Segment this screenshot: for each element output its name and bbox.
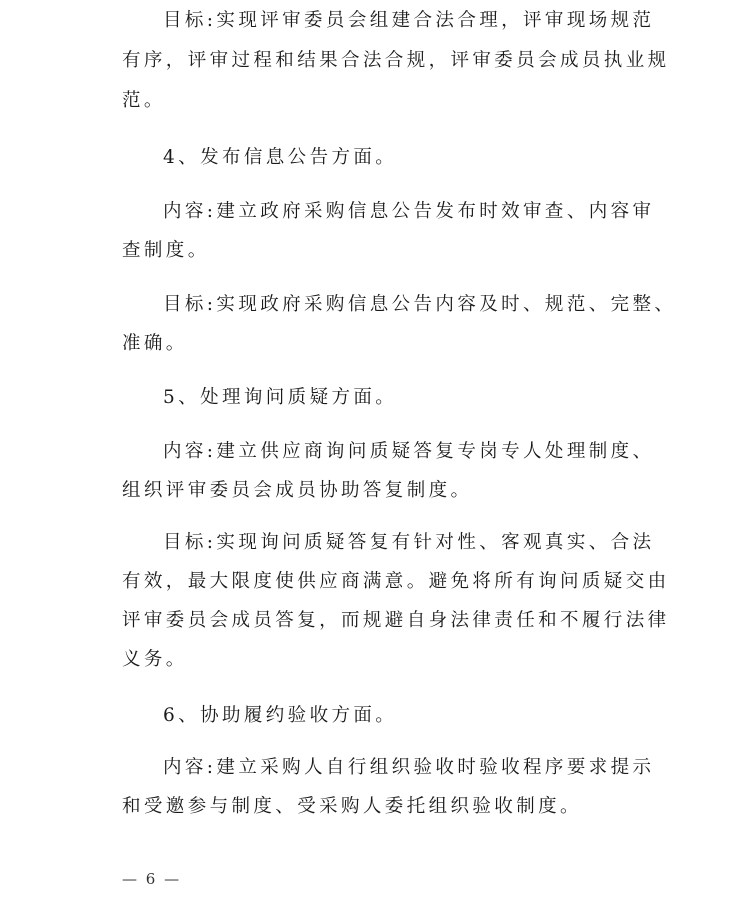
section-heading: 5、处理询问质疑方面。 [163, 387, 398, 408]
text-line: 有序，评审过程和结果合法合规，评审委员会成员执业规 [122, 50, 670, 71]
text-line: 内容:建立政府采购信息公告发布时效审查、内容审 [163, 201, 655, 222]
text-line: 内容:建立采购人自行组织验收时验收程序要求提示 [163, 757, 655, 778]
section-heading: 6、协助履约验收方面。 [163, 705, 398, 726]
text-line: 义务。 [122, 649, 188, 670]
text-line: 有效，最大限度使供应商满意。避免将所有询问质疑交由 [122, 571, 670, 592]
text-line: 评审委员会成员答复，而规避自身法律责任和不履行法律 [122, 610, 670, 631]
text-line: 目标:实现政府采购信息公告内容及时、规范、完整、 [163, 294, 677, 315]
text-line: 查制度。 [122, 240, 210, 261]
text-line: 组织评审委员会成员协助答复制度。 [122, 480, 473, 501]
text-line: 内容:建立供应商询问质疑答复专岗专人处理制度、 [163, 441, 655, 462]
section-heading: 4、发布信息公告方面。 [163, 147, 398, 168]
text-line: 目标:实现询问质疑答复有针对性、客观真实、合法 [163, 532, 655, 553]
text-line: 准确。 [122, 333, 188, 354]
page-number: — 6 — [122, 870, 182, 888]
text-line: 目标:实现评审委员会组建合法合理，评审现场规范 [163, 10, 655, 31]
text-line: 和受邀参与制度、受采购人委托组织验收制度。 [122, 796, 582, 817]
text-line: 范。 [122, 90, 166, 111]
